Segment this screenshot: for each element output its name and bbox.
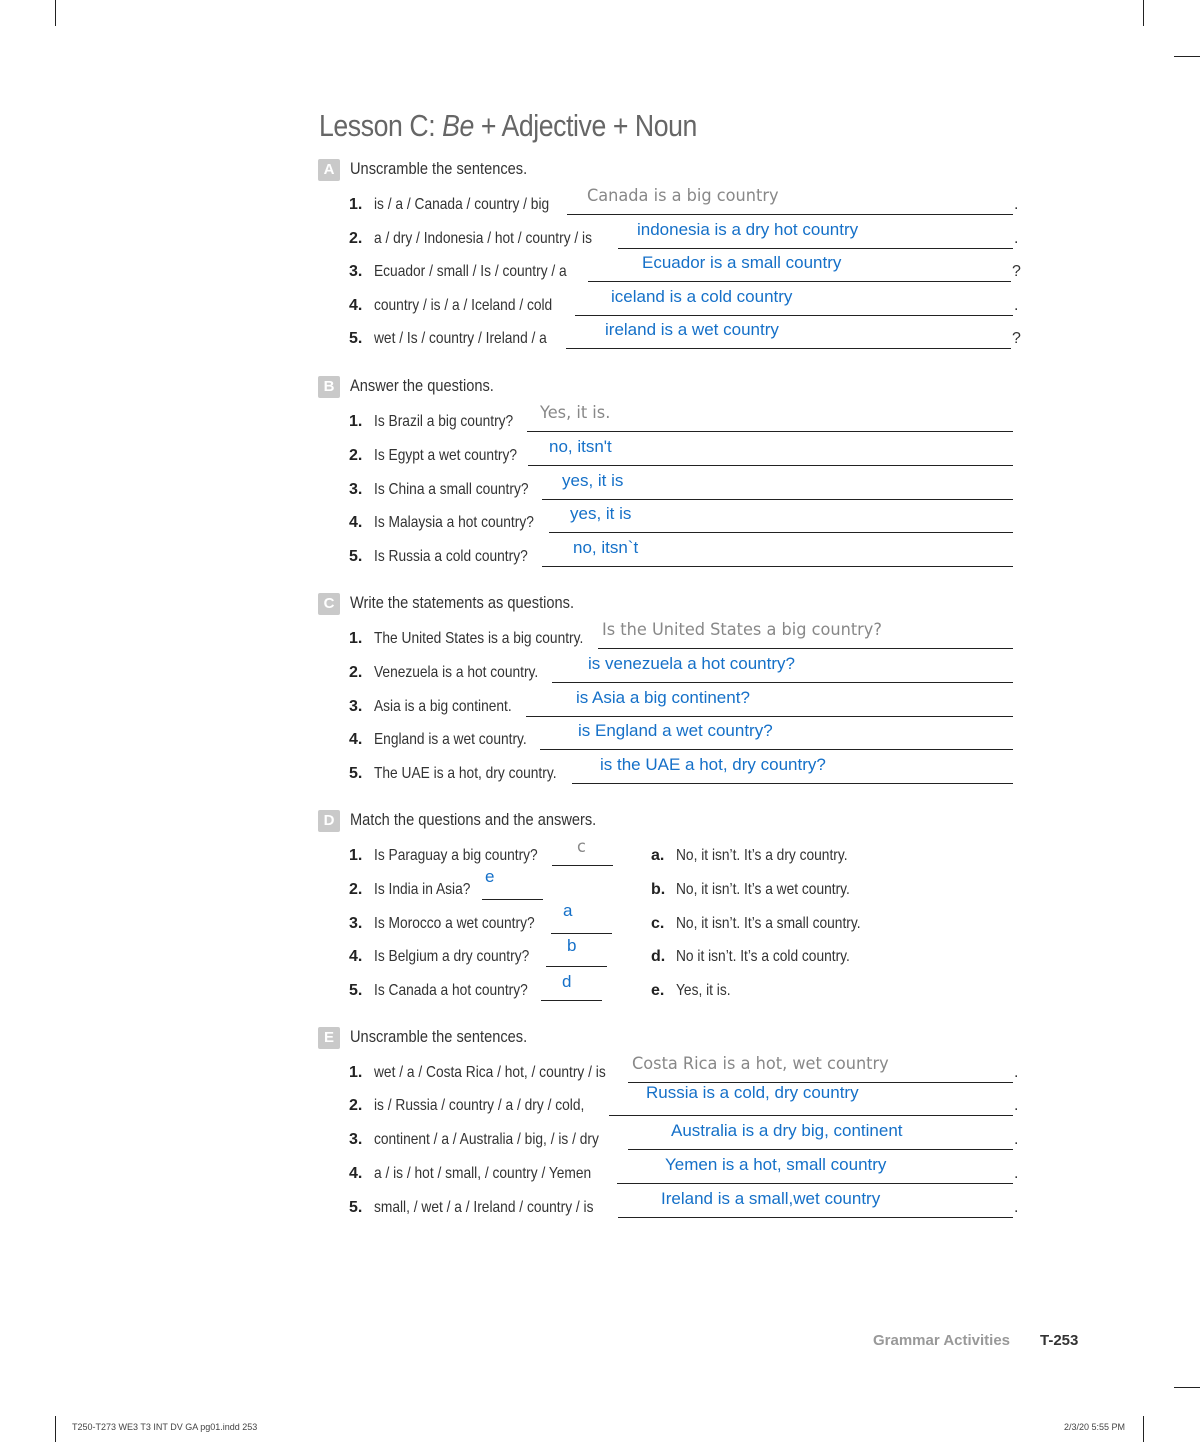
answer-text: no, itsn`t bbox=[573, 538, 639, 557]
answer-text: Russia is a cold, dry country bbox=[646, 1083, 859, 1102]
exercise-item bbox=[0, 320, 1200, 352]
exercise-item bbox=[0, 1155, 1200, 1187]
item-punctuation: . bbox=[1014, 1131, 1019, 1148]
item-number: 4. bbox=[349, 297, 363, 314]
answer-line[interactable] bbox=[549, 532, 1013, 533]
item-prompt: wet / a / Costa Rica / hot, / country / is bbox=[374, 1064, 606, 1081]
item-prompt: Is Canada a hot country? bbox=[374, 982, 528, 999]
answer-example: Yes, it is. bbox=[540, 403, 611, 423]
item-prompt: Is Belgium a dry country? bbox=[374, 948, 530, 965]
print-slug-date: 2/3/20 5:55 PM bbox=[1064, 1422, 1126, 1432]
page-title: Lesson C: Be + Adjective + Noun bbox=[319, 108, 697, 143]
item-number: 2. bbox=[349, 1097, 363, 1114]
item-number: 5. bbox=[349, 548, 363, 565]
answer-text: is Asia a big continent? bbox=[576, 688, 750, 707]
footer-page-number: T-253 bbox=[1040, 1332, 1079, 1349]
answer-text: yes, it is bbox=[562, 471, 624, 490]
exercise-item bbox=[0, 504, 1200, 536]
match-item bbox=[0, 936, 1200, 970]
item-number: 5. bbox=[349, 765, 363, 782]
item-prompt: England is a wet country. bbox=[374, 731, 527, 748]
exercise-item bbox=[0, 721, 1200, 753]
item-punctuation: . bbox=[1014, 1165, 1019, 1182]
exercise-item bbox=[0, 1083, 1200, 1119]
answer-line[interactable] bbox=[618, 1217, 1013, 1218]
item-number: 2. bbox=[349, 664, 363, 681]
item-prompt: The United States is a big country. bbox=[374, 630, 584, 647]
answer-line[interactable] bbox=[567, 214, 1013, 215]
item-punctuation: . bbox=[1014, 196, 1019, 213]
option-letter: d. bbox=[651, 948, 666, 965]
section-badge: B bbox=[318, 376, 340, 398]
answer-line[interactable] bbox=[542, 566, 1013, 567]
answer-line[interactable] bbox=[528, 465, 1013, 466]
item-prompt: The UAE is a hot, dry country. bbox=[374, 765, 557, 782]
answer-line[interactable] bbox=[527, 431, 1013, 432]
exercise-item bbox=[0, 688, 1200, 720]
answer-text: ireland is a wet country bbox=[605, 320, 779, 339]
answer-line[interactable] bbox=[618, 248, 1013, 249]
item-prompt: Is Paraguay a big country? bbox=[374, 847, 538, 864]
section-instruction: Write the statements as questions. bbox=[350, 593, 575, 612]
answer-line[interactable] bbox=[617, 1183, 1013, 1184]
answer-example: Canada is a big country bbox=[587, 186, 779, 206]
item-prompt: Is Russia a cold country? bbox=[374, 548, 528, 565]
match-item bbox=[0, 837, 1200, 869]
item-number: 3. bbox=[349, 481, 363, 498]
item-number: 3. bbox=[349, 698, 363, 715]
answer-text: is the UAE a hot, dry country? bbox=[600, 755, 826, 774]
exercise-item bbox=[0, 287, 1200, 319]
exercise-item bbox=[0, 538, 1200, 570]
answer-line[interactable] bbox=[588, 281, 1011, 282]
exercise-item bbox=[0, 620, 1200, 652]
item-prompt: Is Malaysia a hot country? bbox=[374, 514, 534, 531]
option-text: Yes, it is. bbox=[676, 982, 731, 999]
exercise-item bbox=[0, 186, 1200, 218]
item-prompt: country / is / a / Iceland / cold bbox=[374, 297, 553, 314]
answer-text: is England a wet country? bbox=[578, 721, 773, 740]
item-prompt: is / Russia / country / a / dry / cold, bbox=[374, 1097, 585, 1114]
item-number: 1. bbox=[349, 413, 363, 430]
exercise-item bbox=[0, 755, 1200, 787]
crop-mark-right-lower bbox=[1174, 1387, 1200, 1388]
item-number: 4. bbox=[349, 1165, 363, 1182]
answer-text: Ireland is a small,wet country bbox=[661, 1189, 881, 1208]
item-punctuation: . bbox=[1014, 297, 1019, 314]
item-prompt: Is India in Asia? bbox=[374, 881, 471, 898]
answer-line[interactable] bbox=[598, 648, 1013, 649]
section-badge: A bbox=[318, 159, 340, 181]
answer-example: Is the United States a big country? bbox=[602, 620, 882, 640]
answer-line[interactable] bbox=[628, 1149, 1013, 1150]
exercise-item bbox=[0, 437, 1200, 469]
item-number: 4. bbox=[349, 731, 363, 748]
section-badge: D bbox=[318, 810, 340, 832]
crop-mark-right-upper bbox=[1174, 56, 1200, 57]
match-item bbox=[0, 901, 1200, 937]
item-number: 3. bbox=[349, 915, 363, 932]
answer-line[interactable] bbox=[546, 966, 607, 967]
item-prompt: Is Morocco a wet country? bbox=[374, 915, 535, 932]
answer-line[interactable] bbox=[551, 933, 612, 934]
exercise-item bbox=[0, 1189, 1200, 1221]
item-punctuation: ? bbox=[1012, 263, 1021, 280]
item-prompt: a / dry / Indonesia / hot / country / is bbox=[374, 230, 592, 247]
option-letter: a. bbox=[651, 847, 665, 864]
answer-text: iceland is a cold country bbox=[611, 287, 793, 306]
exercise-item bbox=[0, 403, 1200, 435]
exercise-item bbox=[0, 654, 1200, 686]
item-prompt: Venezuela is a hot country. bbox=[374, 664, 539, 681]
item-number: 5. bbox=[349, 330, 363, 347]
item-number: 2. bbox=[349, 881, 363, 898]
section-instruction: Unscramble the sentences. bbox=[350, 1027, 528, 1046]
item-number: 3. bbox=[349, 263, 363, 280]
answer-text: d bbox=[562, 972, 572, 991]
option-letter: b. bbox=[651, 881, 666, 898]
answer-example: c bbox=[577, 837, 586, 857]
option-text: No, it isn’t. It’s a dry country. bbox=[676, 847, 848, 864]
item-punctuation: ? bbox=[1012, 330, 1021, 347]
item-prompt: wet / Is / country / Ireland / a bbox=[374, 330, 547, 347]
answer-line[interactable] bbox=[540, 749, 1013, 750]
crop-mark-bottom-left bbox=[55, 1416, 56, 1442]
crop-mark-bottom-right bbox=[1143, 1416, 1144, 1442]
item-number: 1. bbox=[349, 630, 363, 647]
item-prompt: Is Brazil a big country? bbox=[374, 413, 514, 430]
answer-line[interactable] bbox=[609, 1115, 1013, 1116]
answer-text: no, itsn't bbox=[549, 437, 612, 456]
item-number: 5. bbox=[349, 1199, 363, 1216]
answer-line[interactable] bbox=[482, 899, 543, 900]
exercise-item bbox=[0, 220, 1200, 252]
item-number: 1. bbox=[349, 196, 363, 213]
print-slug-file: T250-T273 WE3 T3 INT DV GA pg01.indd 253 bbox=[72, 1422, 258, 1432]
section-instruction: Answer the questions. bbox=[350, 376, 494, 395]
answer-line[interactable] bbox=[541, 1000, 602, 1001]
item-prompt: is / a / Canada / country / big bbox=[374, 196, 550, 213]
answer-text: is venezuela a hot country? bbox=[588, 654, 795, 673]
answer-text: a bbox=[563, 901, 573, 920]
item-punctuation: . bbox=[1014, 230, 1019, 247]
crop-mark-top-left bbox=[55, 0, 56, 26]
item-punctuation: . bbox=[1014, 1199, 1019, 1216]
item-prompt: Asia is a big continent. bbox=[374, 698, 512, 715]
answer-line[interactable] bbox=[526, 716, 1013, 717]
option-text: No, it isn’t. It’s a small country. bbox=[676, 915, 861, 932]
exercise-item bbox=[0, 253, 1200, 285]
item-prompt: a / is / hot / small, / country / Yemen bbox=[374, 1165, 592, 1182]
section-badge: E bbox=[318, 1027, 340, 1049]
crop-mark-top-right bbox=[1143, 0, 1144, 26]
answer-text: yes, it is bbox=[570, 504, 632, 523]
answer-line[interactable] bbox=[552, 682, 1013, 683]
exercise-item bbox=[0, 1054, 1200, 1086]
item-prompt: Ecuador / small / Is / country / a bbox=[374, 263, 567, 280]
item-prompt: small, / wet / a / Ireland / country / is bbox=[374, 1199, 594, 1216]
item-number: 4. bbox=[349, 948, 363, 965]
answer-text: b bbox=[567, 936, 577, 955]
exercise-item bbox=[0, 1121, 1200, 1153]
item-number: 5. bbox=[349, 982, 363, 999]
item-prompt: Is China a small country? bbox=[374, 481, 529, 498]
item-punctuation: . bbox=[1014, 1097, 1019, 1114]
answer-text: Australia is a dry big, continent bbox=[671, 1121, 903, 1140]
answer-line[interactable] bbox=[542, 499, 1013, 500]
answer-line[interactable] bbox=[572, 783, 1013, 784]
option-letter: e. bbox=[651, 982, 665, 999]
answer-line[interactable] bbox=[566, 348, 1011, 349]
exercise-item bbox=[0, 471, 1200, 503]
item-punctuation: . bbox=[1014, 1064, 1019, 1081]
section-instruction: Match the questions and the answers. bbox=[350, 810, 597, 829]
item-prompt: continent / a / Australia / big, / is / dry bbox=[374, 1131, 599, 1148]
item-number: 1. bbox=[349, 847, 363, 864]
answer-line[interactable] bbox=[552, 865, 613, 866]
item-number: 4. bbox=[349, 514, 363, 531]
item-number: 1. bbox=[349, 1064, 363, 1081]
answer-text: Ecuador is a small country bbox=[642, 253, 842, 272]
section-instruction: Unscramble the sentences. bbox=[350, 159, 528, 178]
footer-section-label: Grammar Activities bbox=[873, 1332, 1011, 1349]
answer-text: indonesia is a dry hot country bbox=[637, 220, 859, 239]
answer-example: Costa Rica is a hot, wet country bbox=[632, 1054, 889, 1074]
match-item bbox=[0, 972, 1200, 1004]
match-item bbox=[0, 867, 1200, 903]
section-badge: C bbox=[318, 593, 340, 615]
item-number: 3. bbox=[349, 1131, 363, 1148]
item-prompt: Is Egypt a wet country? bbox=[374, 447, 518, 464]
answer-text: Yemen is a hot, small country bbox=[665, 1155, 887, 1174]
item-number: 2. bbox=[349, 230, 363, 247]
answer-line[interactable] bbox=[575, 315, 1013, 316]
answer-text: e bbox=[485, 867, 495, 886]
option-text: No, it isn’t. It’s a wet country. bbox=[676, 881, 850, 898]
item-number: 2. bbox=[349, 447, 363, 464]
option-letter: c. bbox=[651, 915, 665, 932]
option-text: No it isn’t. It’s a cold country. bbox=[676, 948, 850, 965]
